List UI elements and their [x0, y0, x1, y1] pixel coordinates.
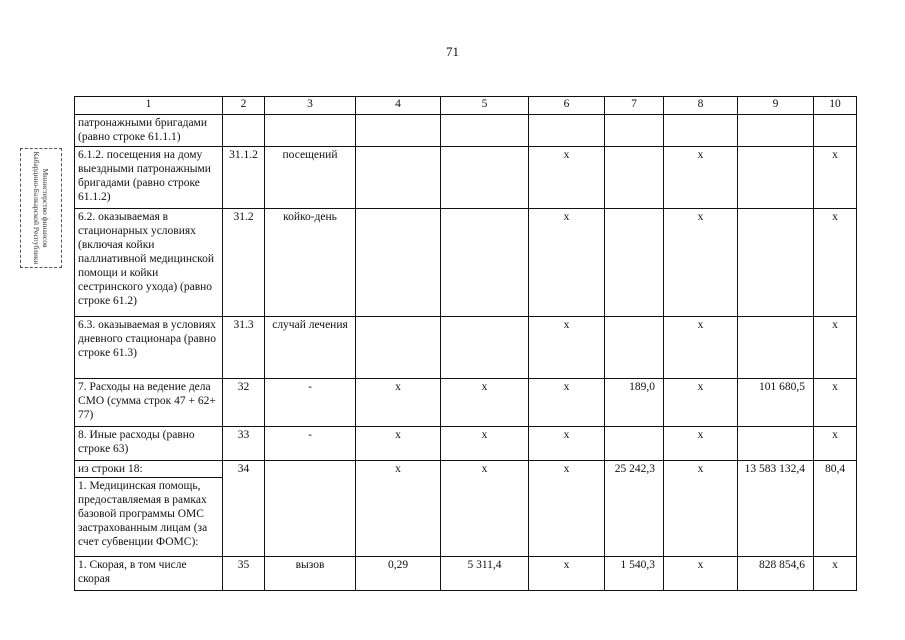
row-label: 6.1.2. посещения на дому выездными патронажными бригадами (равно строке 61.1.2) — [75, 147, 223, 209]
cell-col4: х — [356, 427, 441, 461]
cell-col8: х — [664, 317, 738, 379]
cell-col4: 0,29 — [356, 557, 441, 591]
cell-col5 — [441, 209, 529, 317]
cell-col4 — [356, 147, 441, 209]
table-row — [75, 461, 857, 557]
row-label: 6.2. оказываемая в стационарных условиях (включая койки паллиативной медицинской помощи и койки сестринского ухода) (равно строке 61.2) — [75, 209, 223, 317]
cell-col9: 13 583 132,4 — [738, 461, 814, 557]
cell-col9: 101 680,5 — [738, 379, 814, 427]
column-header: 8 — [664, 97, 738, 115]
cell-col6: х — [529, 461, 605, 557]
cell-col10: х — [814, 379, 857, 427]
column-header: 6 — [529, 97, 605, 115]
row-label — [75, 461, 223, 557]
cell-col5: х — [441, 379, 529, 427]
stamp-text: Министерство финансов Кабардино-Балкарской Республики — [32, 151, 50, 265]
cell-col4: х — [356, 379, 441, 427]
cell-col10: х — [814, 147, 857, 209]
table-row — [75, 147, 857, 209]
cell-col9 — [738, 115, 814, 147]
cell-col6: х — [529, 379, 605, 427]
row-unit: - — [265, 427, 356, 461]
cell-col8: х — [664, 427, 738, 461]
cell-col10: х — [814, 317, 857, 379]
row-code: 32 — [223, 379, 265, 427]
table-row — [75, 427, 857, 461]
cell-col7: 1 540,3 — [605, 557, 664, 591]
row-unit: вызов — [265, 557, 356, 591]
row-code — [223, 115, 265, 147]
cell-col10 — [814, 115, 857, 147]
cell-col8: х — [664, 379, 738, 427]
cell-col5: х — [441, 461, 529, 557]
cell-col6: х — [529, 427, 605, 461]
cell-col7 — [605, 209, 664, 317]
table-row — [75, 115, 857, 147]
table-row — [75, 379, 857, 427]
page-number: 71 — [446, 44, 459, 59]
row-unit — [265, 115, 356, 147]
cell-col4 — [356, 209, 441, 317]
cell-col6: х — [529, 317, 605, 379]
cell-col9 — [738, 317, 814, 379]
cell-col7 — [605, 427, 664, 461]
cell-col6: х — [529, 557, 605, 591]
cell-col7 — [605, 115, 664, 147]
table-row — [75, 557, 857, 591]
cell-col7 — [605, 147, 664, 209]
cell-col5 — [441, 317, 529, 379]
column-header: 1 — [75, 97, 223, 115]
cell-col10: х — [814, 209, 857, 317]
cell-col5 — [441, 147, 529, 209]
cell-col9 — [738, 427, 814, 461]
cell-col6: х — [529, 147, 605, 209]
cell-col7: 189,0 — [605, 379, 664, 427]
row-unit — [265, 461, 356, 557]
cell-col8: х — [664, 147, 738, 209]
cell-col9 — [738, 147, 814, 209]
cell-col6 — [529, 115, 605, 147]
row-code: 31.3 — [223, 317, 265, 379]
row-label: 7. Расходы на ведение дела СМО (сумма строк 47 + 62+ 77) — [75, 379, 223, 427]
cell-col7 — [605, 317, 664, 379]
cell-col10: х — [814, 557, 857, 591]
row-code: 31.2 — [223, 209, 265, 317]
table-row — [75, 317, 857, 379]
row-label-part: 1. Медицинская помощь, предоставляемая в рамках базовой программы ОМС застрахованным лицам (за счет субвенции ФОМС): — [78, 480, 208, 548]
row-label-part: из строки 18: — [75, 461, 222, 478]
row-code: 31.1.2 — [223, 147, 265, 209]
column-header: 3 — [265, 97, 356, 115]
cell-col4 — [356, 115, 441, 147]
column-header: 5 — [441, 97, 529, 115]
column-header: 9 — [738, 97, 814, 115]
cell-col10: 80,4 — [814, 461, 857, 557]
row-unit: койко-день — [265, 209, 356, 317]
row-label: 8. Иные расходы (равно строке 63) — [75, 427, 223, 461]
cell-col8 — [664, 115, 738, 147]
row-unit: случай лечения — [265, 317, 356, 379]
column-header: 7 — [605, 97, 664, 115]
cell-col8: х — [664, 209, 738, 317]
cell-col5: х — [441, 427, 529, 461]
row-code: 33 — [223, 427, 265, 461]
cell-col10: х — [814, 427, 857, 461]
cell-col8: х — [664, 461, 738, 557]
row-code: 34 — [223, 461, 265, 557]
row-unit: посещений — [265, 147, 356, 209]
header-row — [75, 97, 857, 115]
side-stamp — [20, 148, 62, 268]
cell-col9: 828 854,6 — [738, 557, 814, 591]
table-row — [75, 209, 857, 317]
cell-col5 — [441, 115, 529, 147]
column-header: 4 — [356, 97, 441, 115]
cell-col8: х — [664, 557, 738, 591]
cell-col4: х — [356, 461, 441, 557]
cell-col5: 5 311,4 — [441, 557, 529, 591]
cell-col9 — [738, 209, 814, 317]
row-label: патронажными бригадами (равно строке 61.1.1) — [75, 115, 223, 147]
data-table — [74, 96, 857, 591]
row-unit: - — [265, 379, 356, 427]
cell-col4 — [356, 317, 441, 379]
cell-col7: 25 242,3 — [605, 461, 664, 557]
row-label: 6.3. оказываемая в условиях дневного стационара (равно строке 61.3) — [75, 317, 223, 379]
row-code: 35 — [223, 557, 265, 591]
cell-col6: х — [529, 209, 605, 317]
row-label: 1. Скорая, в том числе скорая — [75, 557, 223, 591]
column-header: 10 — [814, 97, 857, 115]
column-header: 2 — [223, 97, 265, 115]
